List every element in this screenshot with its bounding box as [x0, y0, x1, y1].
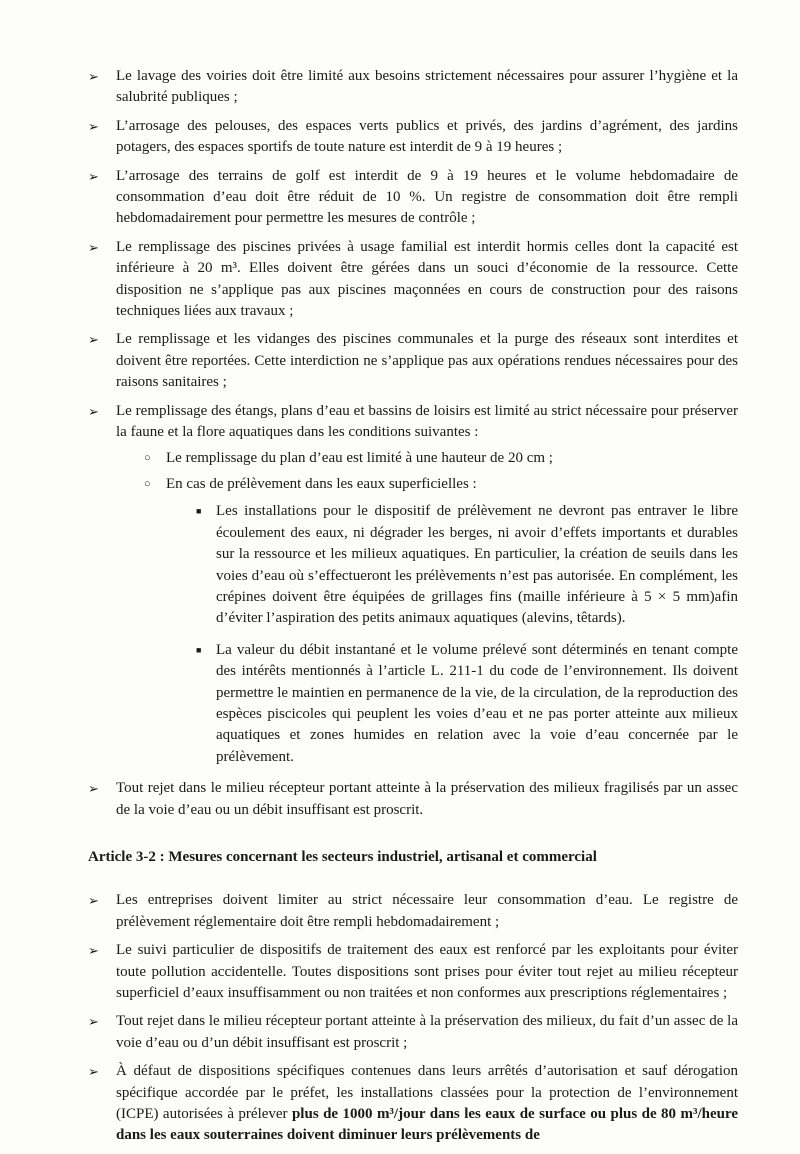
arrow-bullet-icon: ➢: [88, 118, 99, 134]
item-text: Le remplissage des étangs, plans d’eau et bassins de loisirs est limité au strict nécessaire pour préserver la faune et la flore aquatiques dans les conditions suivantes :: [116, 402, 738, 441]
item-text: Le remplissage et les vidanges des piscines communales et la purge des réseaux sont interdites et doivent être reportées. Cette interdiction ne s’applique pas aux opérations rendues nécessaires pour des raisons sanitaires ;: [116, 331, 738, 391]
list-item: [88, 66, 738, 109]
item-text: Le remplissage des piscines privées à usage familial est interdit hormis celles dont la capacité est inférieure à 20 m³. Elles doivent être gérées dans un souci d’économie de la ressource. Cette disposition ne s’applique pas aux piscines maçonnées en cours de construction pour des raisons techniques liées aux travaux ;: [116, 238, 738, 320]
sub-list-item: [116, 448, 738, 469]
item-text: À défaut de dispositions spécifiques contenues dans leurs arrêtés d’autorisation et sauf dérogation spécifique accordée par le préfet, les installations classées pour la protection de l’environnement (ICPE) autorisées à prélever: [116, 1063, 738, 1123]
item-text: Tout rejet dans le milieu récepteur portant atteinte à la préservation des milieux, du fait d’un assec de la voie d’eau ou d’un débit insuffisant est proscrit ;: [116, 1013, 738, 1051]
list-item: [88, 940, 738, 1004]
measures-list: [88, 66, 738, 821]
industrial-measures-list: [88, 890, 738, 1146]
item-text: L’arrosage des pelouses, des espaces verts publics et privés, des jardins d’agrément, des jardins potagers, des espaces sportifs de toute nature est interdit de 9 à 19 heures ;: [116, 117, 738, 156]
arrow-bullet-icon: ➢: [88, 781, 99, 797]
sub-list-item: [116, 474, 738, 768]
arrow-bullet-icon: ➢: [88, 239, 99, 255]
sub-sub-list-item: [166, 501, 738, 629]
square-bullet-icon: ■: [196, 644, 202, 655]
list-item: [88, 237, 738, 323]
sub-sub-item-text: Les installations pour le dispositif de prélèvement ne devront pas entraver le libre écoulement des eaux, ni dégrader les berges, ni avoir d’effets importants et durables sur la ressource et les milieux aquatiques. En particulier, la création de seuils dans les voies d’eau où s’effectueront les prélèvements n’est pas autorisée. En complément, les crépines doivent être équipées de grillages fins (maille inférieure à 5 × 5 mm)afin d’éviter l’aspiration des petits animaux aquatiques (alevins, têtards).: [216, 503, 738, 627]
sub-sub-list-item: [166, 640, 738, 768]
list-item: [88, 1011, 738, 1054]
arrow-bullet-icon: ➢: [88, 1014, 99, 1030]
arrow-bullet-icon: ➢: [88, 893, 99, 909]
circle-bullet-icon: ○: [144, 477, 151, 490]
arrow-bullet-icon: ➢: [88, 168, 99, 184]
arrow-bullet-icon: ➢: [88, 403, 99, 419]
item-text: Tout rejet dans le milieu récepteur portant atteinte à la préservation des milieux fragilisés par un assec de la voie d’eau ou un débit insuffisant est proscrit.: [116, 780, 738, 818]
list-item: [88, 890, 738, 933]
item-bold-text: plus de 1000 m³/jour dans les eaux de surface ou plus de 80 m³/heure dans les eaux souterraines doivent diminuer leurs prélèvements de: [116, 1106, 738, 1144]
arrow-bullet-icon: ➢: [88, 1064, 99, 1080]
article-heading: Article 3-2 : Mesures concernant les secteurs industriel, artisanal et commercial: [88, 849, 597, 865]
item-text: Le suivi particulier de dispositifs de traitement des eaux est renforcé par les exploitants pour éviter toute pollution accidentelle. Toutes dispositions sont prises pour éviter tout rejet au milieu récepteur superficiel d’eaux insuffisamment ou non traitées et non conformes aux prescriptions réglementaires ;: [116, 942, 738, 1002]
item-text: Le lavage des voiries doit être limité aux besoins strictement nécessaires pour assurer l’hygiène et la salubrité publiques ;: [116, 68, 738, 106]
arrow-bullet-icon: ➢: [88, 943, 99, 959]
arrow-bullet-icon: ➢: [88, 332, 99, 348]
square-bullet-icon: ■: [196, 506, 202, 517]
item-text: Les entreprises doivent limiter au strict nécessaire leur consommation d’eau. Le registre de prélèvement réglementaire doit être rempli hebdomadairement ;: [116, 892, 738, 930]
list-item-icpe: [88, 1061, 738, 1147]
list-item: [88, 778, 738, 821]
circle-bullet-icon: ○: [144, 451, 151, 464]
list-item-etangs: [88, 401, 738, 769]
prelevement-sublist: [166, 501, 738, 768]
sub-item-text: En cas de prélèvement dans les eaux superficielles :: [166, 475, 477, 492]
item-text: L’arrosage des terrains de golf est interdit de 9 à 19 heures et le volume hebdomadaire de consommation d’eau doit être réduit de 10 %. Un registre de consommation doit être rempli hebdomadairement pour permettre les mesures de contrôle ;: [116, 167, 738, 227]
list-item: [88, 329, 738, 393]
list-item: [88, 166, 738, 230]
list-item: [88, 116, 738, 159]
arrow-bullet-icon: ➢: [88, 69, 99, 84]
sub-sub-item-text: La valeur du débit instantané et le volume prélevé sont déterminés en tenant compte des intérêts mentionnés à l’article L. 211-1 du code de l’environnement. Ils doivent permettre le maintien en permanence de la vie, de la circulation, de la reproduction des espèces piscicoles qui peuplent les voies d’eau et ne pas porter atteinte aux milieux aquatiques et zones humides en relation avec la voie d’eau concernée par le prélèvement.: [216, 641, 738, 765]
sub-item-text: Le remplissage du plan d’eau est limité à une hauteur de 20 cm ;: [166, 449, 553, 466]
etangs-sublist: [116, 448, 738, 769]
document-body: [88, 66, 738, 1154]
